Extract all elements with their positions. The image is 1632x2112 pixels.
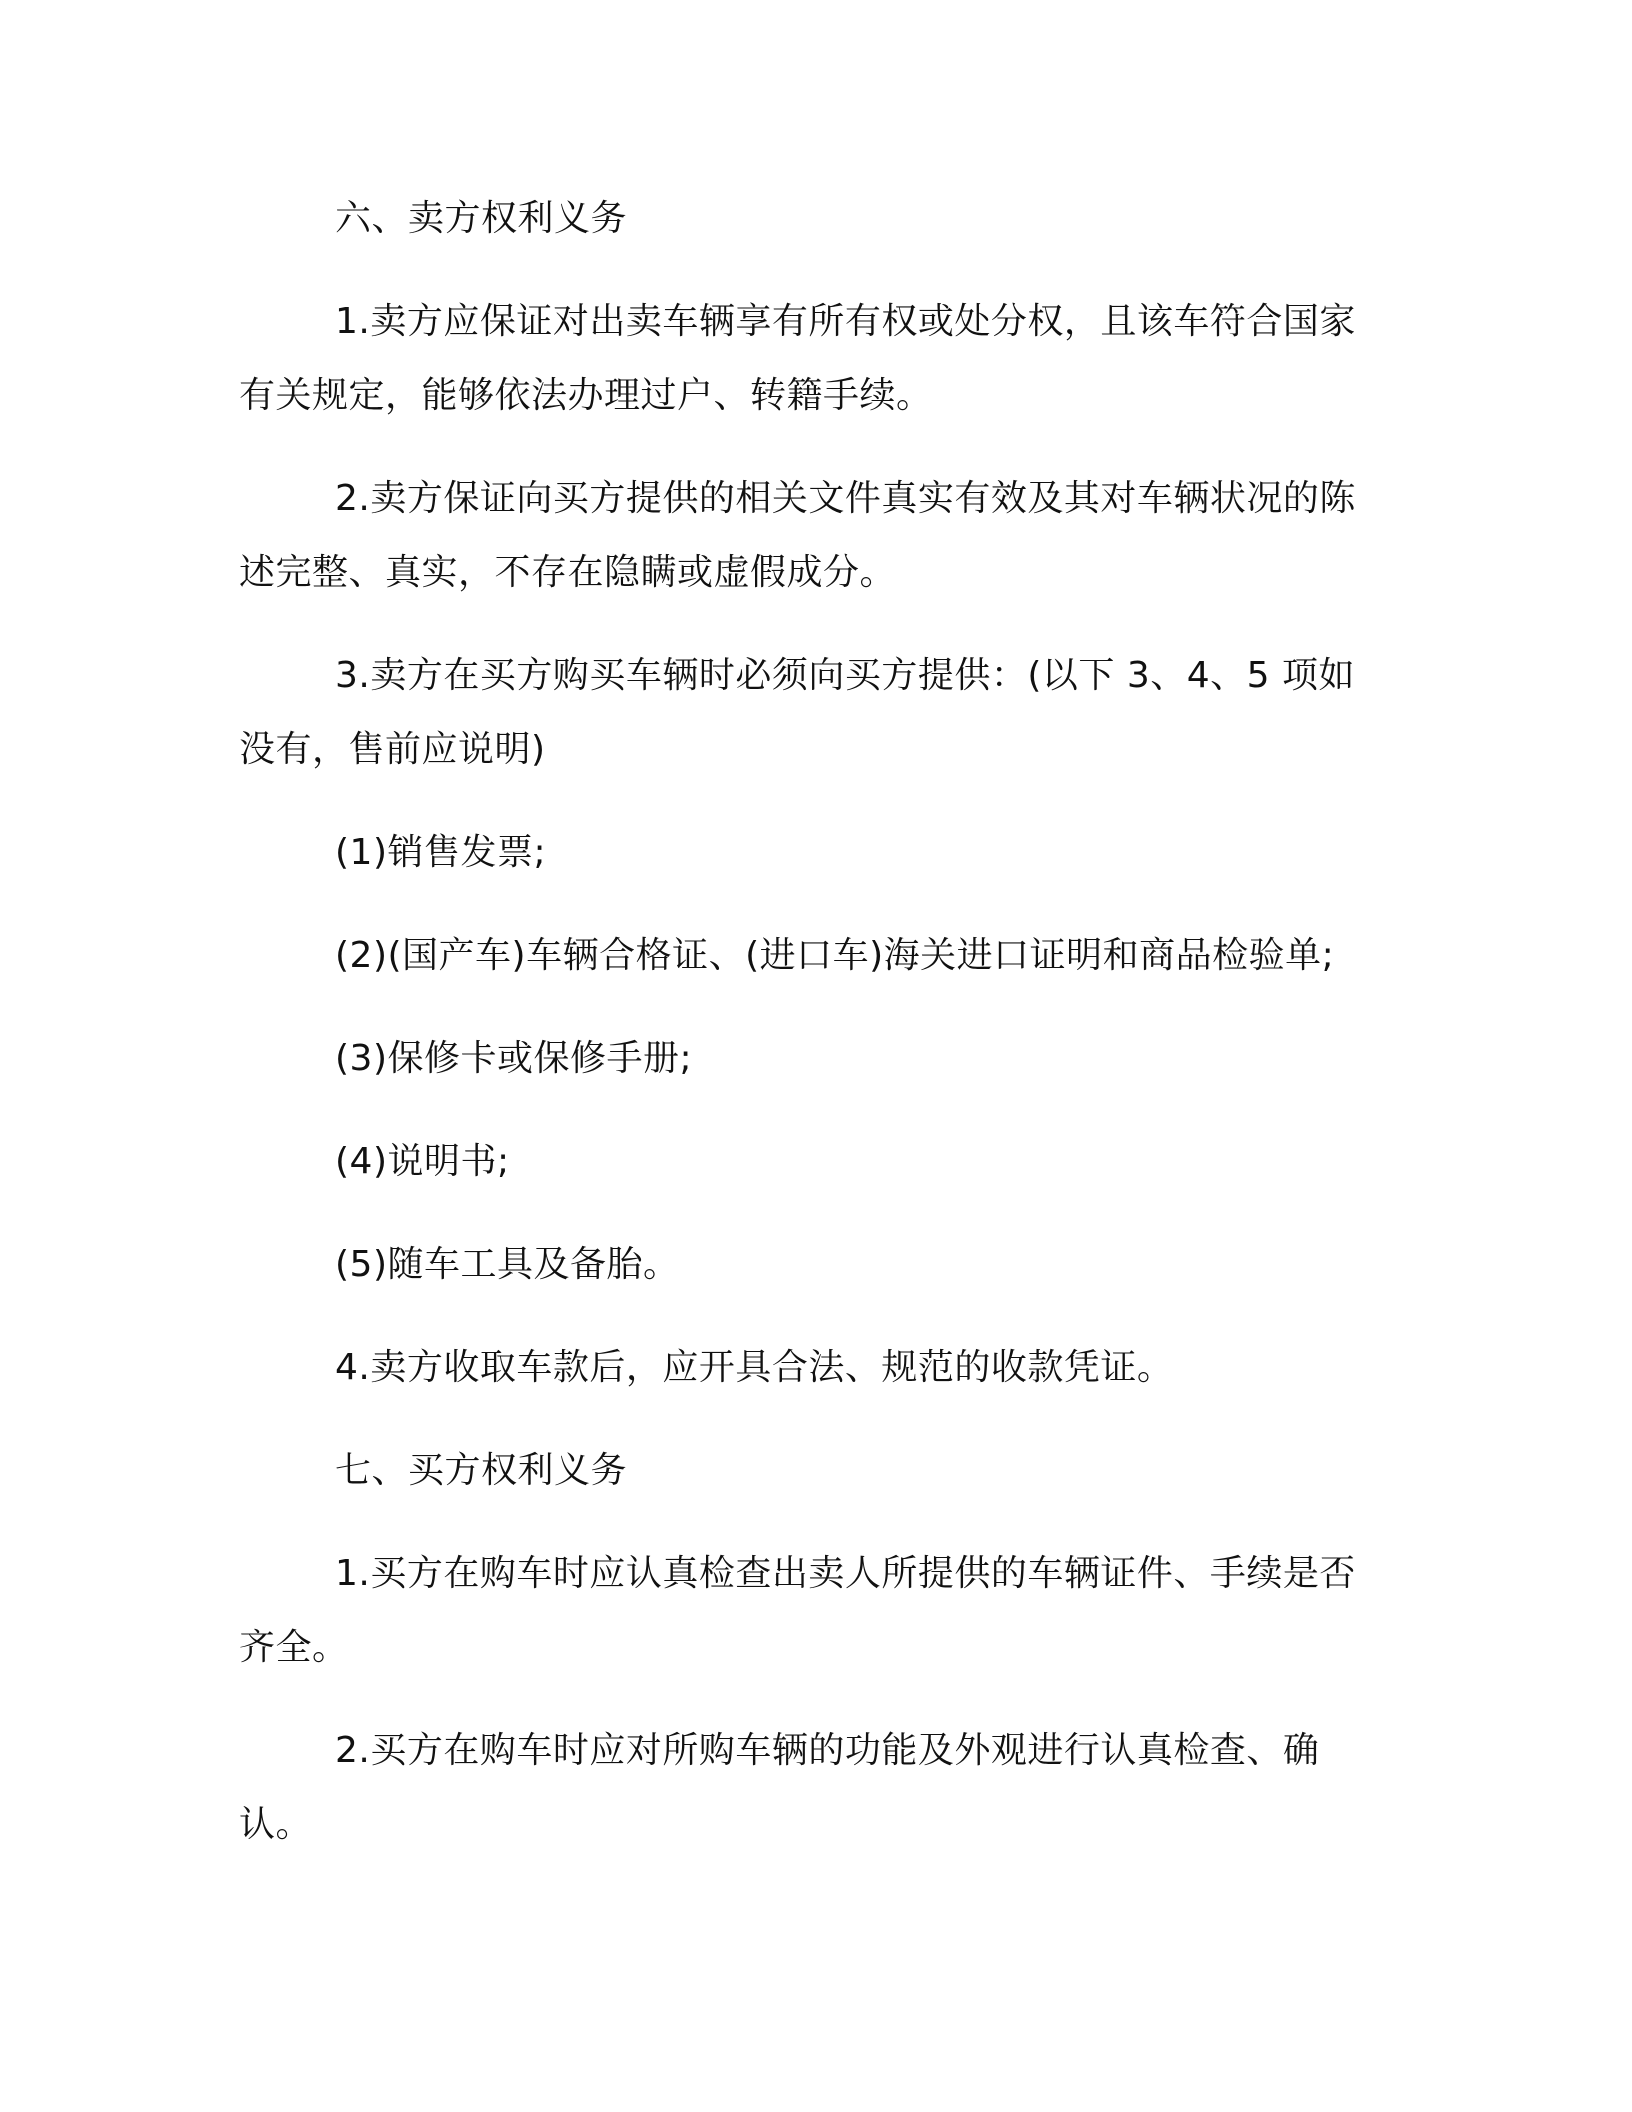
seller-clause-3-item-1: (1)销售发票; (335, 832, 547, 873)
seller-clause-2: 2.卖方保证向买方提供的相关文件真实有效及其对车辆状况的陈述完整、真实，不存在隐瞒或虚假成分。 (239, 478, 1356, 593)
seller-clause-3-item-3: (3)保修卡或保修手册; (335, 1038, 693, 1079)
buyer-clause-1: 1.买方在购车时应认真检查出卖人所提供的车辆证件、手续是否齐全。 (239, 1553, 1356, 1668)
seller-clause-4: 4.卖方收取车款后，应开具合法、规范的收款凭证。 (335, 1347, 1174, 1388)
seller-clause-3: 3.卖方在买方购买车辆时必须向买方提供：(以下 3、4、5 项如没有，售前应说明) (239, 655, 1355, 770)
section-heading-buyer: 七、买方权利义务 (335, 1450, 628, 1491)
document-body (239, 182, 1389, 1891)
seller-clause-3-item-2: (2)(国产车)车辆合格证、(进口车)海关进口证明和商品检验单; (335, 935, 1335, 976)
seller-clause-3-item-4: (4)说明书; (335, 1141, 510, 1182)
seller-clause-3-item-5: (5)随车工具及备胎。 (335, 1244, 680, 1285)
section-heading-seller: 六、卖方权利义务 (335, 198, 628, 239)
buyer-clause-2: 2.买方在购车时应对所购车辆的功能及外观进行认真检查、确认。 (239, 1730, 1320, 1845)
seller-clause-1: 1.卖方应保证对出卖车辆享有所有权或处分权，且该车符合国家有关规定，能够依法办理过户、转籍手续。 (239, 301, 1356, 416)
